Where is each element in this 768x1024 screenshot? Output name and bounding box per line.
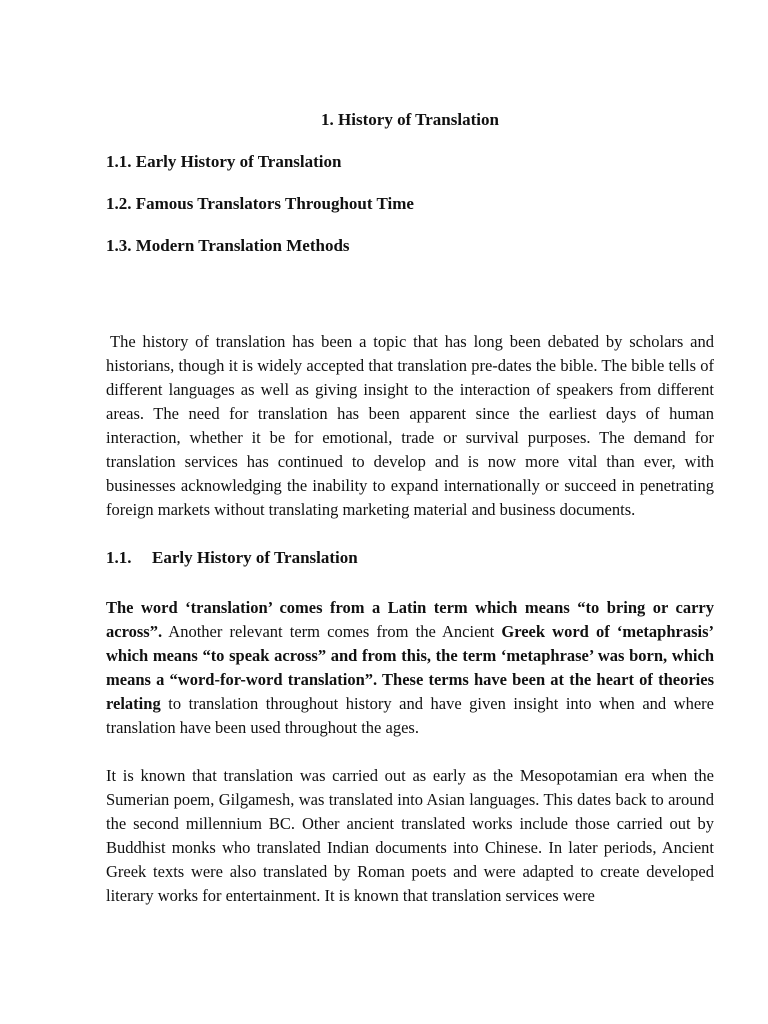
intro-paragraph: The history of translation has been a topic that has long been debated by scholars and historians, though it is widely accepted that translation pre-dates the bible. The bible tells of different languages as well as giving insight to the interaction of speakers from different areas. The need for translation has been apparent since the earliest days of human interaction, whether it be for emotional, trade or survival purposes. The demand for translation services has continued to develop and is now more vital than ever, with businesses acknowledging the inability to expand internationally or succeed in penetrating foreign markets without translating marketing material and business documents. [106, 332, 714, 519]
paragraph-plain-segment: Another relevant term comes from the Ancient [162, 622, 502, 641]
section-number: 1.1. [106, 548, 132, 567]
section-paragraph-2: It is known that translation was carried out as early as the Mesopotamian era when the Sumerian poem, Gilgamesh, was translated into Asian languages. This dates back to around the second millennium BC. Other ancient translated works include those carried out by Buddhist monks who translated Indian documents into Chinese. In later periods, Ancient Greek texts were also translated by Roman poets and were adapted to create developed literary works for entertainment. It is known that translation services were [106, 766, 714, 905]
section-heading-text: Early History of Translation [152, 548, 358, 567]
section-paragraph-1 [106, 596, 714, 740]
section-heading-1-1 [106, 546, 714, 570]
paragraph-plain-segment: to translation throughout history and have given insight into when and where translation have been used throughout the ages. [106, 694, 714, 737]
toc-item-modern-methods: 1.3. Modern Translation Methods [106, 236, 350, 255]
paragraph-bold-segment: Greek word of ‘metaphrasis’ which means “to speak across” and from this, the term ‘metaphrase’ was born, which means a “word-for-word translation”. These terms have been at the heart of theories relating [106, 622, 714, 713]
paragraph-bold-segment: The word ‘translation’ comes from a Latin term which means “to bring or carry across”. [106, 598, 714, 641]
document-title: 1. History of Translation [321, 110, 499, 129]
toc-item-early-history: 1.1. Early History of Translation [106, 152, 342, 171]
toc-item-famous-translators: 1.2. Famous Translators Throughout Time [106, 194, 414, 213]
document-page [106, 108, 714, 908]
